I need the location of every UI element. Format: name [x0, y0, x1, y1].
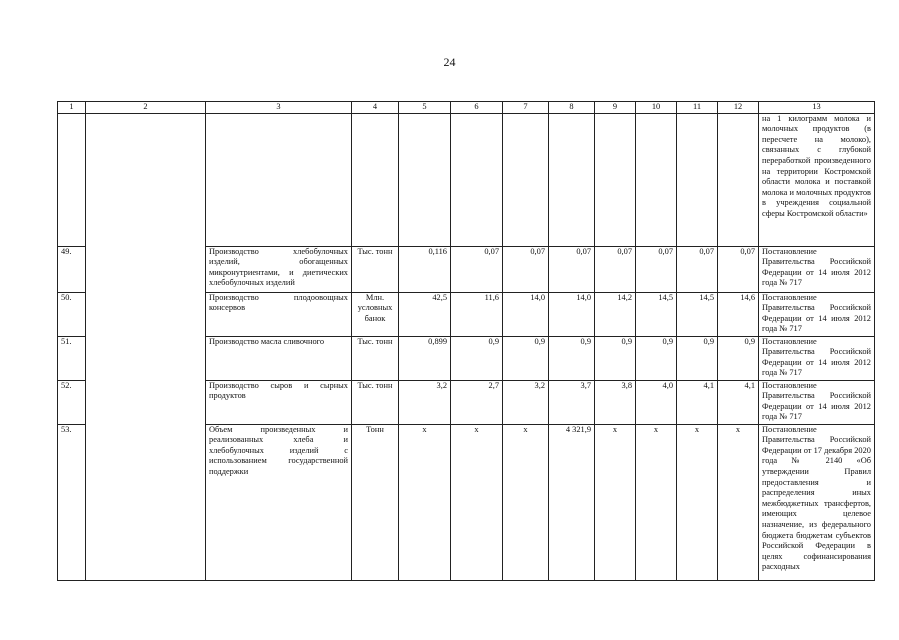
- unit-cell: Тыс. тонн: [352, 336, 399, 380]
- header-cell: 9: [595, 102, 636, 114]
- header-cell: 12: [718, 102, 759, 114]
- value-cell: 0,9: [451, 336, 503, 380]
- value-cell: 4,0: [636, 380, 677, 424]
- value-cell: х: [636, 424, 677, 580]
- row-number: 50.: [58, 292, 86, 336]
- header-cell: 2: [86, 102, 206, 114]
- indicator-name: Производство хлебобулочных изделий, обогащенных микронутриентами, и диетических хлебобулочных изделий: [206, 246, 352, 292]
- value-cell: 2,7: [451, 380, 503, 424]
- value-cell: 42,5: [399, 292, 451, 336]
- value-cell: 3,7: [549, 380, 595, 424]
- indicator-name: Производство сыров и сырных продуктов: [206, 380, 352, 424]
- header-row: [58, 102, 875, 114]
- row-number: 49.: [58, 246, 86, 292]
- value-cell: х: [718, 424, 759, 580]
- basis-cell: Постановление Правительства Российской Федерации от 14 июля 2012 года № 717: [759, 380, 875, 424]
- basis-cell: Постановление Правительства Российской Федерации от 17 декабря 2020 года № 2140 «Об утверждении Правил предоставления и распределения иных межбюджетных трансфертов, имеющих целевое назначение, из федерального бюджета бюджетам субъектов Российской Федерации в целях софинансирования расходных: [759, 424, 875, 580]
- value-cell: 0,9: [549, 336, 595, 380]
- value-cell: 0,07: [718, 246, 759, 292]
- value-cell: 0,07: [595, 246, 636, 292]
- value-cell: 14,5: [677, 292, 718, 336]
- value-cell: 0,07: [636, 246, 677, 292]
- unit-cell: Тыс. тонн: [352, 246, 399, 292]
- header-cell: 8: [549, 102, 595, 114]
- value-cell: х: [677, 424, 718, 580]
- unit-cell: Тыс. тонн: [352, 380, 399, 424]
- header-cell: 7: [503, 102, 549, 114]
- value-cell: 3,8: [595, 380, 636, 424]
- header-cell: 3: [206, 102, 352, 114]
- value-cell: 3,2: [399, 380, 451, 424]
- table-row-continuation: [58, 113, 875, 246]
- value-cell: 14,6: [718, 292, 759, 336]
- merged-empty-cell: [86, 113, 206, 580]
- basis-cell: Постановление Правительства Российской Федерации от 14 июля 2012 года № 717: [759, 246, 875, 292]
- value-cell: х: [399, 424, 451, 580]
- indicator-name: Производство масла сливочного: [206, 336, 352, 380]
- unit-cell: Тонн: [352, 424, 399, 580]
- value-cell: х: [503, 424, 549, 580]
- indicator-name: Производство плодоовощных консервов: [206, 292, 352, 336]
- value-cell: 14,2: [595, 292, 636, 336]
- value-cell: 11,6: [451, 292, 503, 336]
- value-cell: 0,07: [503, 246, 549, 292]
- header-cell: 1: [58, 102, 86, 114]
- value-cell: 0,07: [677, 246, 718, 292]
- value-cell: 14,5: [636, 292, 677, 336]
- row-number: 51.: [58, 336, 86, 380]
- value-cell: х: [595, 424, 636, 580]
- header-cell: 13: [759, 102, 875, 114]
- value-cell: 0,07: [549, 246, 595, 292]
- value-cell: 0,07: [451, 246, 503, 292]
- indicators-table: [57, 101, 875, 581]
- basis-cell: на 1 килограмм молока и молочных продуктов (в пересчете на молоко), связанных с глубокой переработкой произведенного на территории Костромской области молока и поставкой молока и молочных продуктов в учреждения социальной сферы Костромской области»: [759, 113, 875, 246]
- value-cell: 0,116: [399, 246, 451, 292]
- header-cell: 4: [352, 102, 399, 114]
- value-cell: 4 321,9: [549, 424, 595, 580]
- value-cell: 4,1: [677, 380, 718, 424]
- row-number: 52.: [58, 380, 86, 424]
- row-number: 53.: [58, 424, 86, 580]
- header-cell: 5: [399, 102, 451, 114]
- value-cell: 4,1: [718, 380, 759, 424]
- value-cell: 0,899: [399, 336, 451, 380]
- value-cell: 0,9: [595, 336, 636, 380]
- basis-cell: Постановление Правительства Российской Федерации от 14 июля 2012 года № 717: [759, 292, 875, 336]
- value-cell: 0,9: [503, 336, 549, 380]
- unit-cell: Млн. условных банок: [352, 292, 399, 336]
- value-cell: 0,9: [636, 336, 677, 380]
- header-cell: 10: [636, 102, 677, 114]
- header-cell: 6: [451, 102, 503, 114]
- basis-cell: Постановление Правительства Российской Федерации от 14 июля 2012 года № 717: [759, 336, 875, 380]
- indicator-name: Объем произведенных и реализованных хлеба и хлебобулочных изделий с использованием государственной поддержки: [206, 424, 352, 580]
- value-cell: 3,2: [503, 380, 549, 424]
- value-cell: 14,0: [549, 292, 595, 336]
- header-cell: 11: [677, 102, 718, 114]
- value-cell: 0,9: [718, 336, 759, 380]
- page-number: 24: [443, 55, 456, 69]
- value-cell: 14,0: [503, 292, 549, 336]
- value-cell: 0,9: [677, 336, 718, 380]
- value-cell: х: [451, 424, 503, 580]
